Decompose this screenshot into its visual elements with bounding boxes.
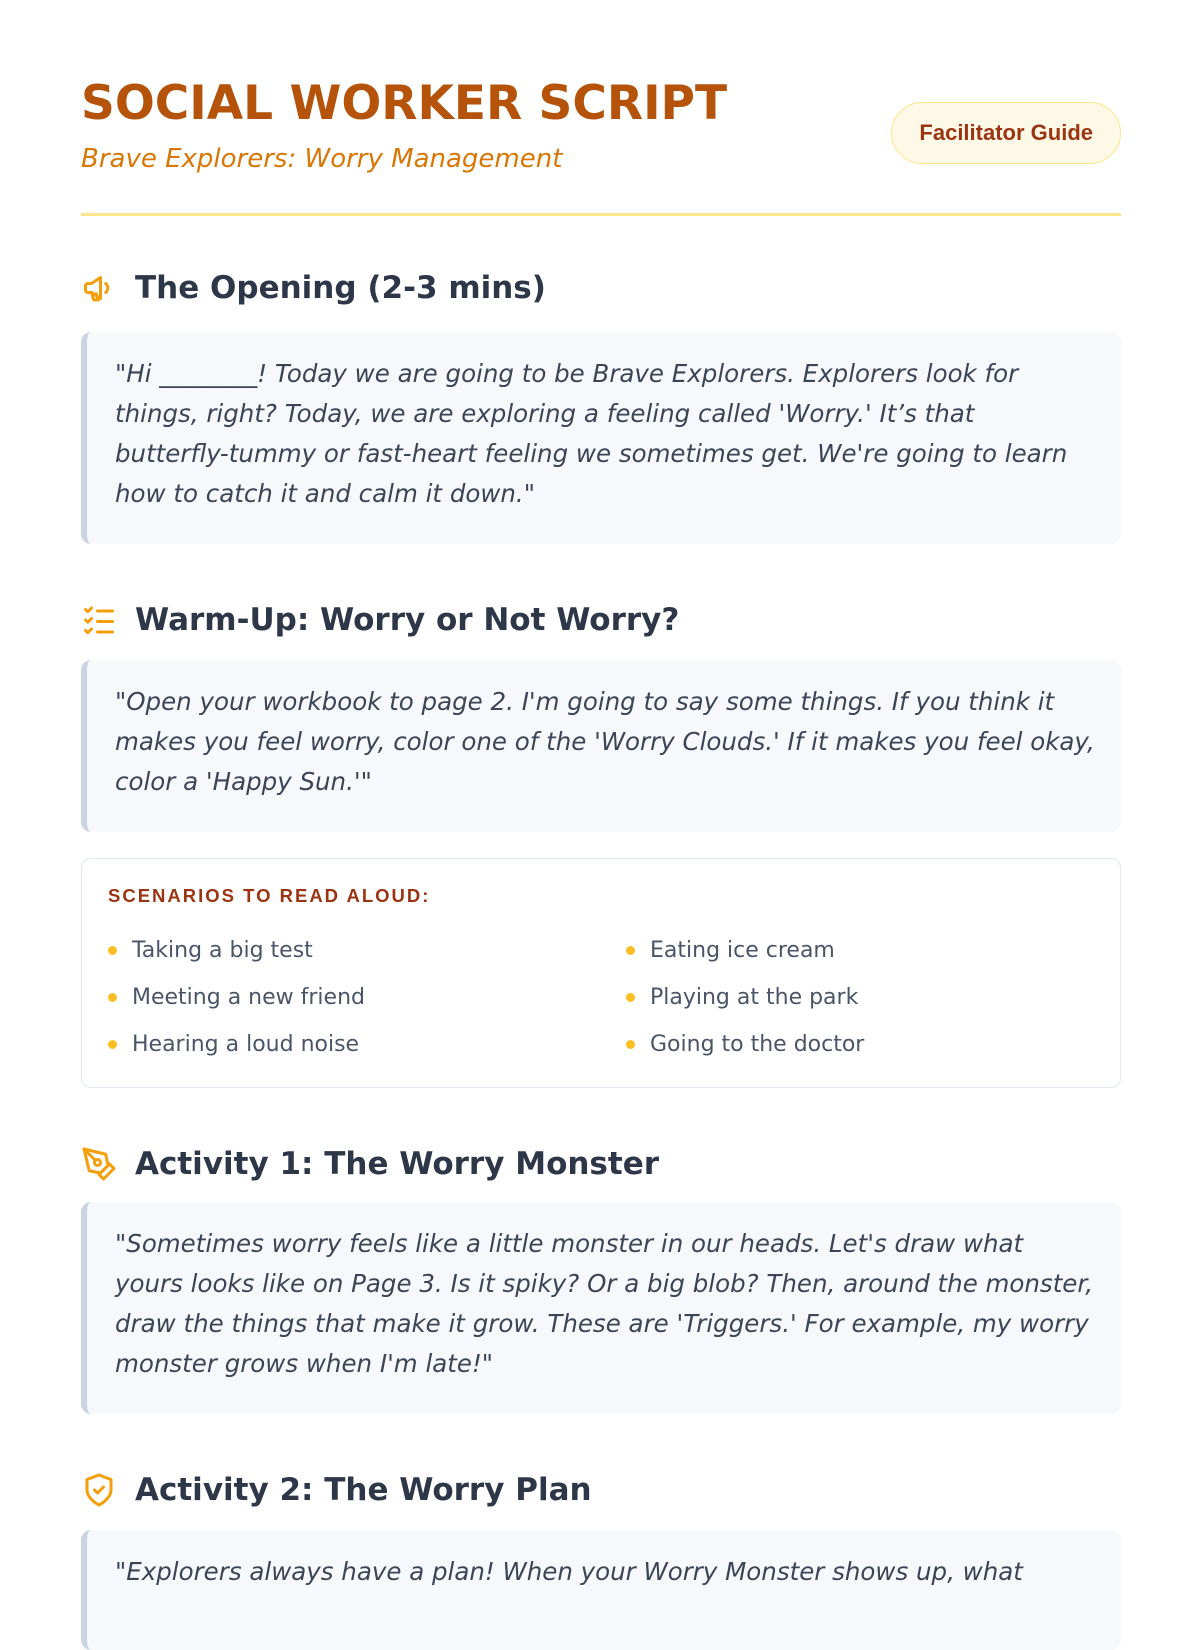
section-heading: Activity 1: The Worry Monster: [135, 1146, 660, 1182]
scenario-label: Going to the doctor: [650, 1032, 865, 1057]
scenario-label: Eating ice cream: [650, 938, 835, 963]
section-heading: Warm-Up: Worry or Not Worry?: [135, 602, 680, 638]
section-activity1-heading: [81, 1140, 659, 1188]
page-subtitle: Brave Explorers: Worry Management: [81, 144, 563, 174]
section-opening-heading: [81, 264, 546, 312]
facilitator-page: [81, 0, 1121, 1586]
pen-tool-icon: [81, 1144, 121, 1184]
scenario-label: Meeting a new friend: [132, 985, 365, 1010]
shield-check-icon: [81, 1470, 121, 1510]
facilitator-guide-badge: Facilitator Guide: [891, 102, 1121, 164]
page-header: [81, 0, 1121, 216]
bullet-icon: [626, 1040, 635, 1049]
scenario-label: Playing at the park: [650, 985, 859, 1010]
scenarios-card: [81, 858, 1121, 1088]
warmup-script-quote: "Open your workbook to page 2. I'm going to say some things. If you think it makes you feel worry, color one of the 'Worry Clouds.' If it makes you feel okay, color a 'Happy Sun.'": [81, 660, 1121, 832]
bullet-icon: [626, 993, 635, 1002]
scenario-item: [108, 927, 626, 974]
bullet-icon: [108, 946, 117, 955]
megaphone-icon: [81, 268, 121, 308]
section-heading: The Opening (2-3 mins): [135, 270, 546, 306]
scenario-item: [626, 1021, 1116, 1068]
activity1-script-quote: "Sometimes worry feels like a little monster in our heads. Let's draw what yours looks like on Page 3. Is it spiky? Or a big blob? Then, around the monster, draw the things that make it grow. These are 'Triggers.' For example, my worry monster grows when I'm late!": [81, 1202, 1121, 1414]
scenarios-list: [108, 927, 1094, 1068]
scenario-item: [108, 974, 626, 1021]
page-title: SOCIAL WORKER SCRIPT: [81, 76, 728, 131]
bullet-icon: [108, 1040, 117, 1049]
opening-script-quote: "Hi ________! Today we are going to be Brave Explorers. Explorers look for things, right? Today, we are exploring a feeling called 'Worry.' It’s that butterfly-tummy or fast-heart feeling we sometimes get. We're going to learn how to catch it and calm it down.": [81, 332, 1121, 544]
activity2-script-quote: "Explorers always have a plan! When your Worry Monster shows up, what: [81, 1530, 1121, 1650]
scenario-label: Hearing a loud noise: [132, 1032, 360, 1057]
section-heading: Activity 2: The Worry Plan: [135, 1472, 592, 1508]
section-warmup-heading: [81, 596, 679, 644]
scenario-item: [108, 1021, 626, 1068]
checklist-icon: [81, 600, 121, 640]
bullet-icon: [626, 946, 635, 955]
scenario-item: [626, 974, 1116, 1021]
scenario-label: Taking a big test: [132, 938, 313, 963]
scenarios-title: SCENARIOS TO READ ALOUD:: [108, 885, 431, 906]
section-activity2-heading: [81, 1466, 592, 1514]
scenario-item: [626, 927, 1116, 974]
bullet-icon: [108, 993, 117, 1002]
